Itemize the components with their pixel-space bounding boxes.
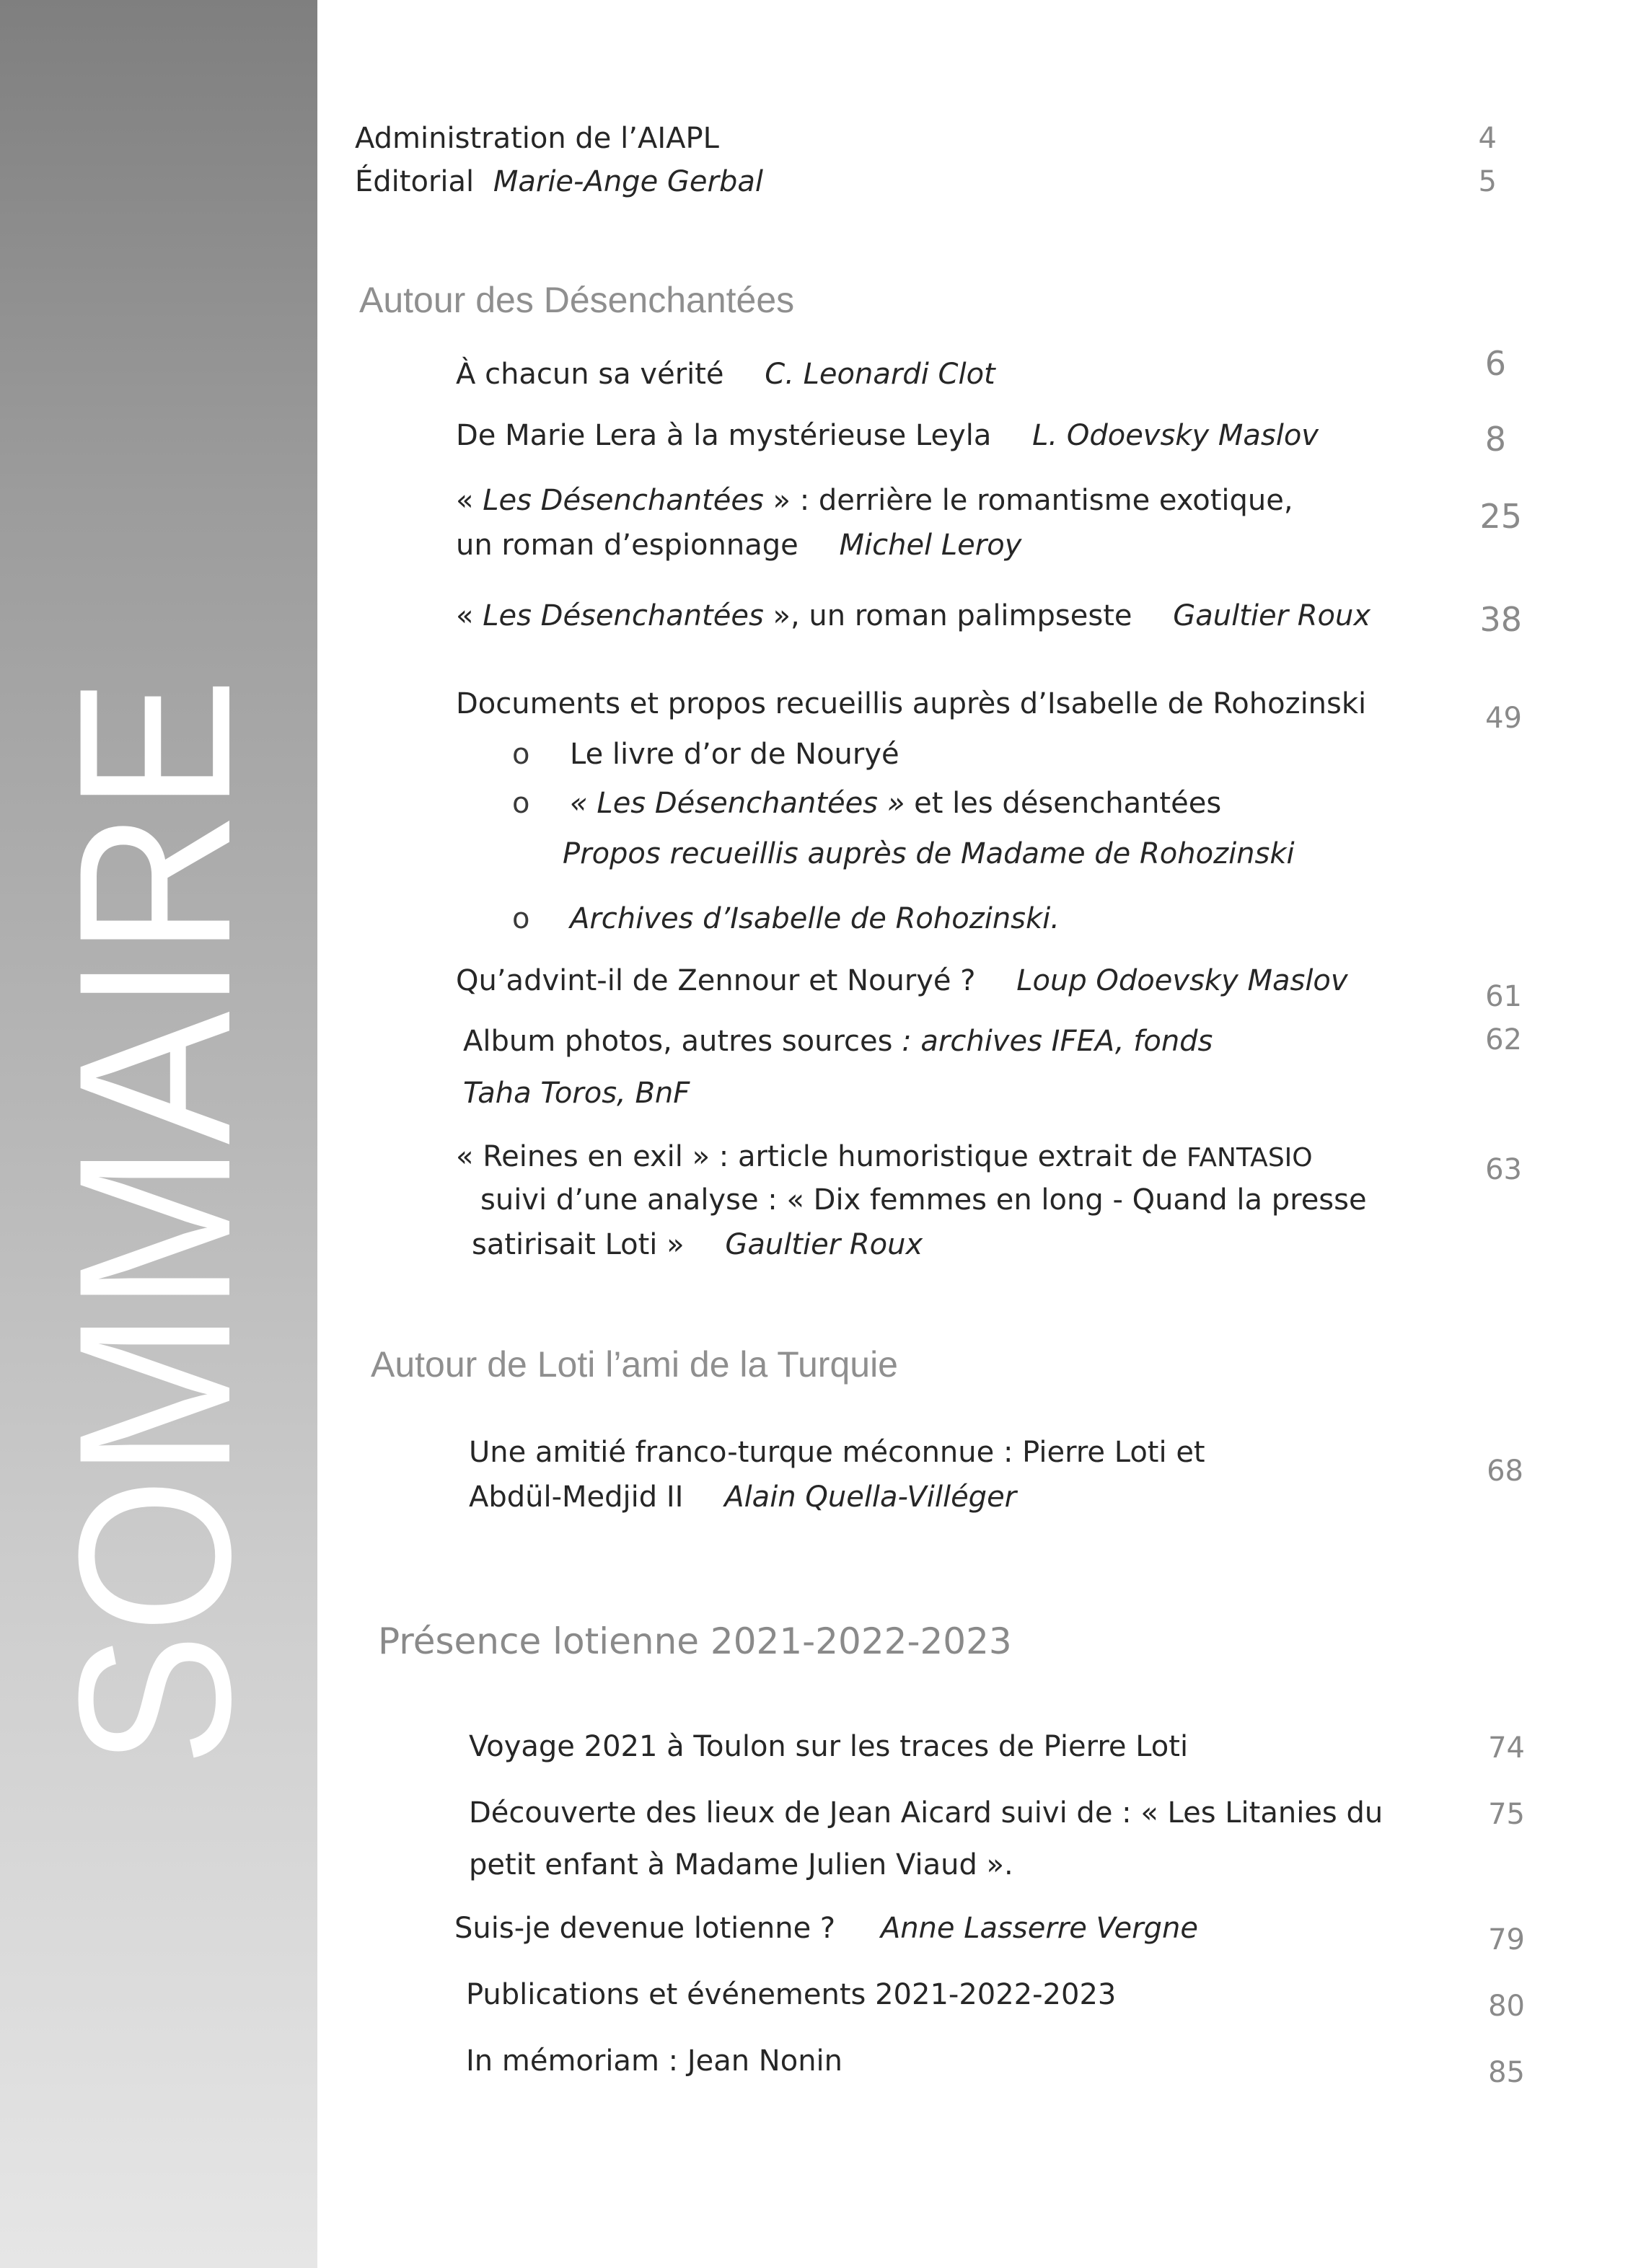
page-number: 4 <box>1478 122 1497 155</box>
quote-mark: « <box>456 484 483 517</box>
toc-entry-cont: suivi d’une analyse : « Dix femmes en long - Quand la presse <box>480 1183 1367 1217</box>
toc-entry-cont: Taha Toros, BnF <box>463 1077 690 1110</box>
entry-title: De Marie Lera à la mystérieuse Leyla <box>456 419 992 452</box>
toc-entry <box>454 1911 1198 1946</box>
entry-title: À chacun sa vérité <box>456 358 724 391</box>
toc-subentry <box>512 737 899 772</box>
bullet-icon: o <box>512 787 530 820</box>
entry-title: « Reines en exil » : article humoristique extrait de <box>456 1140 1187 1173</box>
entry-author: Gaultier Roux <box>725 1228 923 1261</box>
entry-author: Marie-Ange Gerbal <box>493 165 763 198</box>
entry-title: Éditorial <box>355 165 475 198</box>
toc-entry-cont <box>472 1227 923 1262</box>
page-number: 25 <box>1479 497 1522 536</box>
entry-title: Qu’advint-il de Zennour et Nouryé ? <box>456 964 976 997</box>
toc-entry-cont: petit enfant à Madame Julien Viaud ». <box>469 1848 1013 1881</box>
page-number: 49 <box>1485 702 1522 735</box>
toc-entry: Découverte des lieux de Jean Aicard suivi de : « Les Litanies du <box>469 1796 1383 1830</box>
page-number: 8 <box>1484 420 1506 459</box>
toc-subentry <box>512 901 1060 936</box>
entry-title-italic: Les Désenchantées <box>483 484 764 517</box>
quote-mark: « <box>456 599 483 632</box>
entry-author: Michel Leroy <box>839 529 1022 562</box>
section-heading-desenchantees: Autour des Désenchantées <box>359 280 795 320</box>
entry-title-italic: Les Désenchantées <box>483 599 764 632</box>
page-number: 79 <box>1488 1923 1525 1956</box>
page-number: 38 <box>1479 600 1522 639</box>
entry-title: Administration de l’AIAPL <box>355 122 719 155</box>
toc-entry <box>456 418 1319 453</box>
entry-author: C. Leonardi Clot <box>765 358 995 391</box>
page-number: 6 <box>1484 344 1506 383</box>
toc-subentry <box>512 786 1221 821</box>
page-number: 63 <box>1485 1153 1522 1186</box>
toc-subentry-note: Propos recueillis auprès de Madame de Rohozinski <box>563 837 1295 870</box>
entry-title-italic: « Les Désenchantées » <box>570 787 905 820</box>
toc-entry: Une amitié franco-turque méconnue : Pierre Loti et <box>469 1436 1205 1469</box>
entry-title: et les désenchantées <box>905 787 1222 820</box>
toc-entry: In mémoriam : Jean Nonin <box>466 2044 843 2078</box>
entry-title-italic: Archives d’Isabelle de Rohozinski. <box>570 902 1060 935</box>
page-number: 5 <box>1478 165 1497 198</box>
sidebar-title-graphic <box>0 0 317 2268</box>
entry-title-caps: FANTASIO <box>1187 1143 1313 1173</box>
entry-title: Album photos, autres sources <box>463 1025 902 1058</box>
bullet-icon: o <box>512 738 530 771</box>
entry-title: », un roman palimpseste <box>763 599 1132 632</box>
entry-title: » : derrière le romantisme exotique, <box>763 484 1293 517</box>
entry-author: Alain Quella-Villéger <box>724 1481 1017 1514</box>
page-number: 85 <box>1488 2056 1525 2089</box>
sidebar-band <box>0 0 317 2268</box>
entry-title: satirisait Loti » <box>472 1228 685 1261</box>
section-heading-loti-turquie: Autour de Loti l’ami de la Turquie <box>371 1344 898 1385</box>
entry-author: L. Odoevsky Maslov <box>1032 419 1319 452</box>
toc-entry <box>456 599 1370 633</box>
entry-title: Abdül-Medjid II <box>469 1481 684 1514</box>
entry-title: Documents et propos recueillis auprès d’Isabelle de Rohozinski <box>456 687 1367 720</box>
toc-entry-editorial <box>355 164 763 199</box>
toc-entry: Publications et événements 2021-2022-2023 <box>466 1978 1117 2011</box>
entry-author: Loup Odoevsky Maslov <box>1016 964 1348 997</box>
toc-entry-cont <box>456 528 1021 562</box>
page-number: 80 <box>1488 1990 1525 2023</box>
page-number: 75 <box>1488 1798 1525 1831</box>
page-number: 74 <box>1488 1731 1525 1765</box>
entry-title: Suis-je devenue lotienne ? <box>454 1912 836 1945</box>
toc-entry <box>456 483 1293 518</box>
page-number: 68 <box>1487 1455 1523 1488</box>
section-heading-presence-lotienne: Présence lotienne 2021-2022-2023 <box>378 1620 1012 1662</box>
toc-entry-administration <box>355 121 719 156</box>
toc-entry <box>456 963 1348 998</box>
entry-title: un roman d’espionnage <box>456 529 798 562</box>
page-number: 62 <box>1485 1023 1522 1056</box>
entry-author: Anne Lasserre Vergne <box>880 1912 1198 1945</box>
sidebar-title: SOMMAIRE <box>33 588 276 1767</box>
page-number: 61 <box>1485 980 1522 1013</box>
toc-entry <box>456 1139 1313 1175</box>
toc-entry: Voyage 2021 à Toulon sur les traces de Pierre Loti <box>469 1730 1189 1763</box>
bullet-icon: o <box>512 902 530 935</box>
toc-entry-cont <box>469 1480 1016 1514</box>
toc-entry <box>463 1024 1213 1059</box>
toc-entry <box>456 687 1366 721</box>
entry-author: Gaultier Roux <box>1173 599 1371 632</box>
entry-title: Le livre d’or de Nouryé <box>570 738 899 771</box>
entry-title-italic: : archives IFEA, fonds <box>902 1025 1213 1058</box>
toc-entry <box>456 357 995 392</box>
